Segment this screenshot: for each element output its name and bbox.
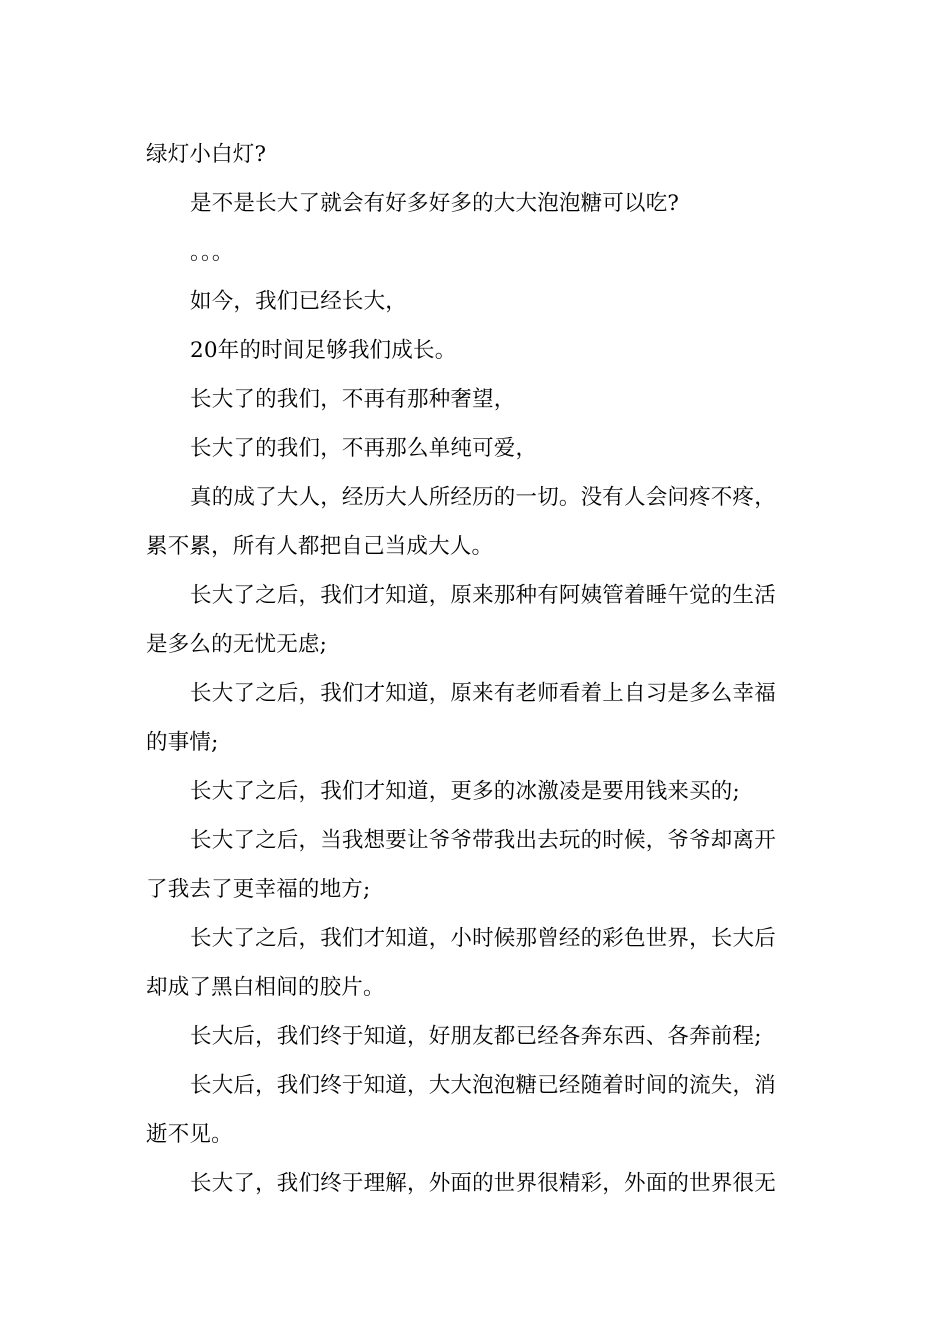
text-line: 累不累，所有人都把自己当成大人。 <box>146 534 494 559</box>
text-line: 如今，我们已经长大， <box>190 289 408 314</box>
text-line: 逝不见。 <box>146 1122 233 1147</box>
text-line: 长大了之后，当我想要让爷爷带我出去玩的时候，爷爷却离开 <box>190 828 776 853</box>
text-line: 。。。 <box>190 240 234 265</box>
text-line: 长大了之后，我们才知道，原来有老师看着上自习是多么幸福 <box>190 681 776 706</box>
text-line: 20年的时间足够我们成长。 <box>190 338 457 363</box>
text-line: 的事情; <box>146 730 219 755</box>
text-line: 长大了的我们，不再那么单纯可爱， <box>190 436 538 461</box>
text-line: 却成了黑白相间的胶片。 <box>146 975 385 1000</box>
text-line: 长大了的我们，不再有那种奢望， <box>190 387 516 412</box>
text-line: 长大后，我们终于知道，好朋友都已经各奔东西、各奔前程; <box>190 1024 762 1049</box>
text-line: 绿灯小白灯? <box>146 142 267 167</box>
text-line: 长大后，我们终于知道，大大泡泡糖已经随着时间的流失，消 <box>190 1073 776 1098</box>
text-line: 了我去了更幸福的地方; <box>146 877 371 902</box>
text-line: 长大了之后，我们才知道，小时候那曾经的彩色世界，长大后 <box>190 926 776 951</box>
text-line: 长大了之后，我们才知道，更多的冰激凌是要用钱来买的; <box>190 779 740 804</box>
text-line: 是不是长大了就会有好多好多的大大泡泡糖可以吃? <box>190 191 680 216</box>
text-line: 真的成了大人，经历大人所经历的一切。没有人会问疼不疼， <box>190 485 776 510</box>
text-line: 是多么的无忧无虑; <box>146 632 328 657</box>
text-line: 长大了，我们终于理解，外面的世界很精彩，外面的世界很无 <box>190 1171 776 1196</box>
document-body <box>146 130 806 1208</box>
text-line: 长大了之后，我们才知道，原来那种有阿姨管着睡午觉的生活 <box>190 583 776 608</box>
